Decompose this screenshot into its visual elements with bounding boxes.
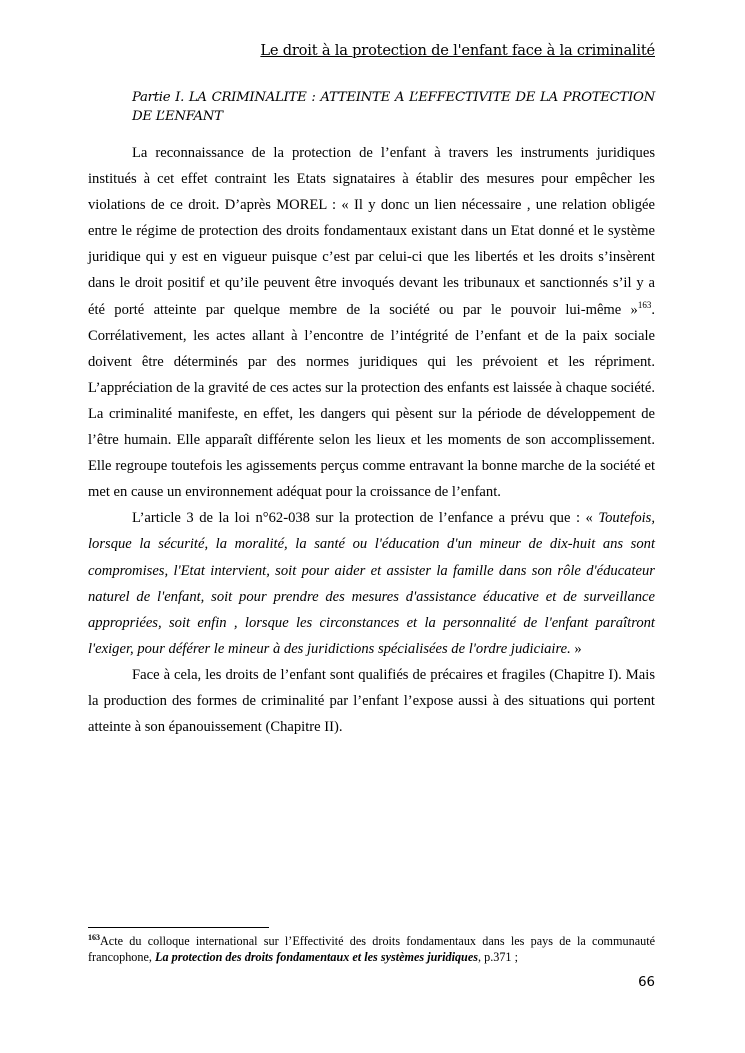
footnote-page-ref: , p.371 ; bbox=[478, 949, 518, 964]
footnote-reference[interactable]: 163 bbox=[637, 299, 652, 310]
paragraph-3: Face à cela, les droits de l’enfant sont qualifiés de précaires et fragiles (Chapitre I). Mais la production des formes de criminalité par l’enfant l’expose aussi à des situations qui portent atteinte à son épanouissement (Chapitre II). bbox=[88, 666, 655, 736]
law-quotation: Toutefois, lorsque la sécurité, la moralité, la santé ou l'éducation d'un mineur de dix-huit ans sont compromises, l'Etat intervient, soit pour aider et assister la famille dans son rôle d'éducateur naturel de l'enfant, soit pour prendre des mesures d'assistance éducative et de surveillance appropriées, soit enfin , lorsque les circonstances et la personnalité de l'enfant paraîtront l'exiger, pour déférer le mineur à des juridictions spécialisées de l'ordre judiciaire. bbox=[88, 510, 655, 657]
page-number: 66 bbox=[638, 975, 655, 990]
footnote-separator bbox=[88, 927, 269, 928]
footnote-book-title: La protection des droits fondamentaux et les systèmes juridiques bbox=[155, 949, 478, 964]
paragraph-2-intro: L’article 3 de la loi n°62-038 sur la protection de l’enfance a prévu que : « bbox=[132, 510, 599, 527]
part-title: Partie I. LA CRIMINALITE : ATTEINTE A L’EFFECTIVITE DE LA PROTECTION DE L’ENFANT bbox=[132, 90, 655, 124]
footnote-number: 163 bbox=[88, 932, 100, 942]
body-text bbox=[88, 140, 655, 740]
paragraph-1-continuation: . Corrélativement, les actes allant à l’encontre de l’intégrité de l’enfant et de la paix sociale doivent être déterminés par des normes juridiques qui les prévoient et les répriment. L’appréciation de la gravité de ces actes sur la protection des enfants est laissée à chaque société. La criminalité manifeste, en effet, les dangers qui pèsent sur la période de développement de l’être humain. Elle apparaît différente selon les lieux et les moments de son accomplissement. Elle regroupe toutefois les agissements perçus comme entravant la bonne marche de la société et met en cause un environnement adéquat pour la croissance de l’enfant. bbox=[88, 301, 655, 501]
paragraph-1 bbox=[88, 140, 655, 505]
footnote-text: Acte du colloque international sur l’Effectivité des droits fondamentaux dans les pays de la communauté francophone, bbox=[88, 934, 655, 964]
paragraph-1-text: La reconnaissance de la protection de l’enfant à travers les instruments juridiques institués à cet effet contraint les Etats signataires à établir des mesures pour empêcher les violations de ce droit. D’après MOREL : « Il y donc un lien nécessaire , une relation obligée entre le régime de protection des droits fondamentaux existant dans un Etat donné et le système juridique qui y est en vigueur puisque c’est par celui-ci que les libertés et les droits s’insèrent dans le droit positif et qu’ile peuvent être invoqués devant les tribunaux et sanctionnés s’il y a été porté atteinte par quelque membre de la société ou par le pouvoir lui-même » bbox=[88, 145, 655, 318]
quotation-close: » bbox=[570, 640, 582, 657]
paragraph-2 bbox=[88, 505, 655, 662]
footnote bbox=[88, 934, 655, 965]
running-header: Le droit à la protection de l'enfant face à la criminalité bbox=[260, 42, 655, 59]
